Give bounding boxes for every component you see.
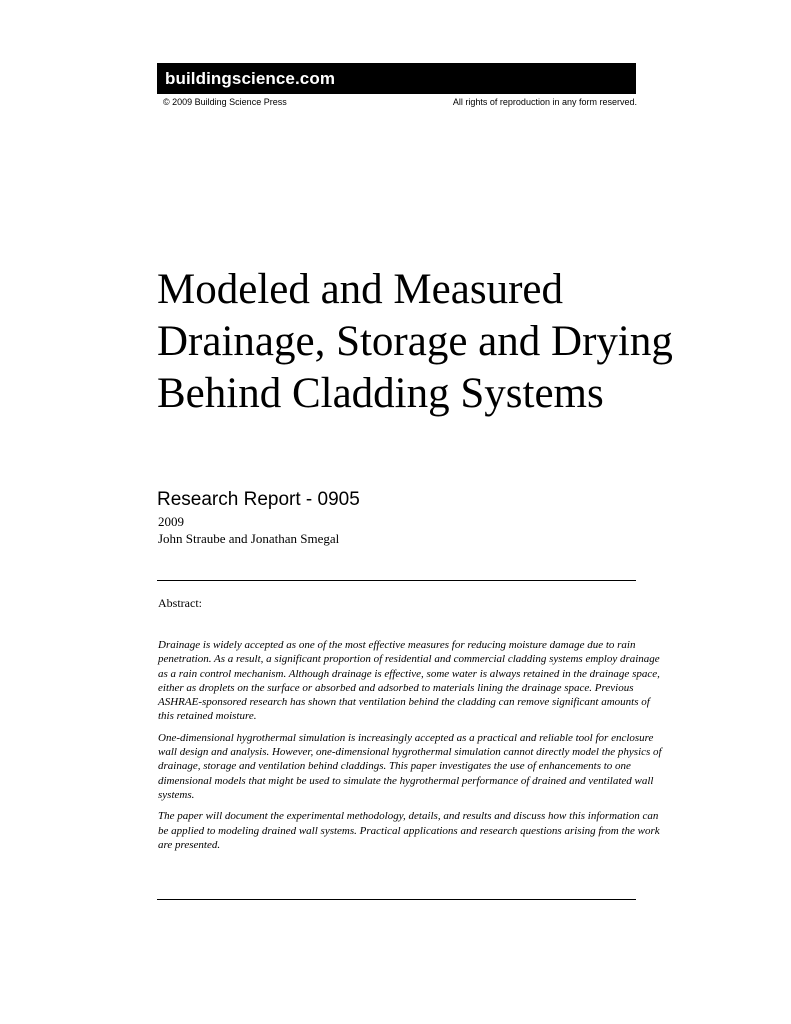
rights-text: All rights of reproduction in any form reserved.: [452, 97, 637, 107]
abstract-paragraph: One-dimensional hygrothermal simulation is increasingly accepted as a practical and reliable tool for enclosure wall design and analysis. However, one-dimensional hygrothermal simulation cannot directly model the physics of drainage, storage and ventilation behind claddings. This paper investigates the use of enhancements to one dimensional models that might be used to simulate the hygrothermal performance of drained and ventilated wall systems.: [158, 731, 662, 801]
abstract-paragraph: The paper will document the experimental methodology, details, and results and discuss how this information can be applied to modeling drained wall systems. Practical applications and research questions arising from the work are presented.: [158, 810, 660, 851]
report-id: Research Report - 0905: [157, 489, 360, 510]
report-year: 2009: [158, 514, 184, 529]
document-title: Modeled and Measured Drainage, Storage and Drying Behind Cladding Systems: [157, 266, 673, 417]
abstract-body: [158, 638, 663, 859]
abstract-paragraph: Drainage is widely accepted as one of the most effective measures for reducing moisture damage due to rain penetration. As a result, a significant proportion of residential and commercial cladding systems employ drainage as a rain control mechanism. Although drainage is effective, some water is always retained in the drainage space, either as droplets on the surface or absorbed and adsorbed to materials lining the drainage space. Previous ASHRAE-sponsored research has shown that ventilation behind the cladding can remove significant amounts of this retained moisture.: [158, 639, 660, 723]
divider-top: [157, 580, 636, 581]
report-authors: John Straube and Jonathan Smegal: [158, 531, 340, 546]
copyright-text: © 2009 Building Science Press: [163, 97, 287, 107]
divider-bottom: [157, 899, 636, 900]
header-sub: [163, 97, 637, 107]
header-bar: [157, 63, 636, 94]
abstract-heading: Abstract:: [158, 596, 202, 610]
site-brand: buildingscience.com: [165, 68, 336, 88]
